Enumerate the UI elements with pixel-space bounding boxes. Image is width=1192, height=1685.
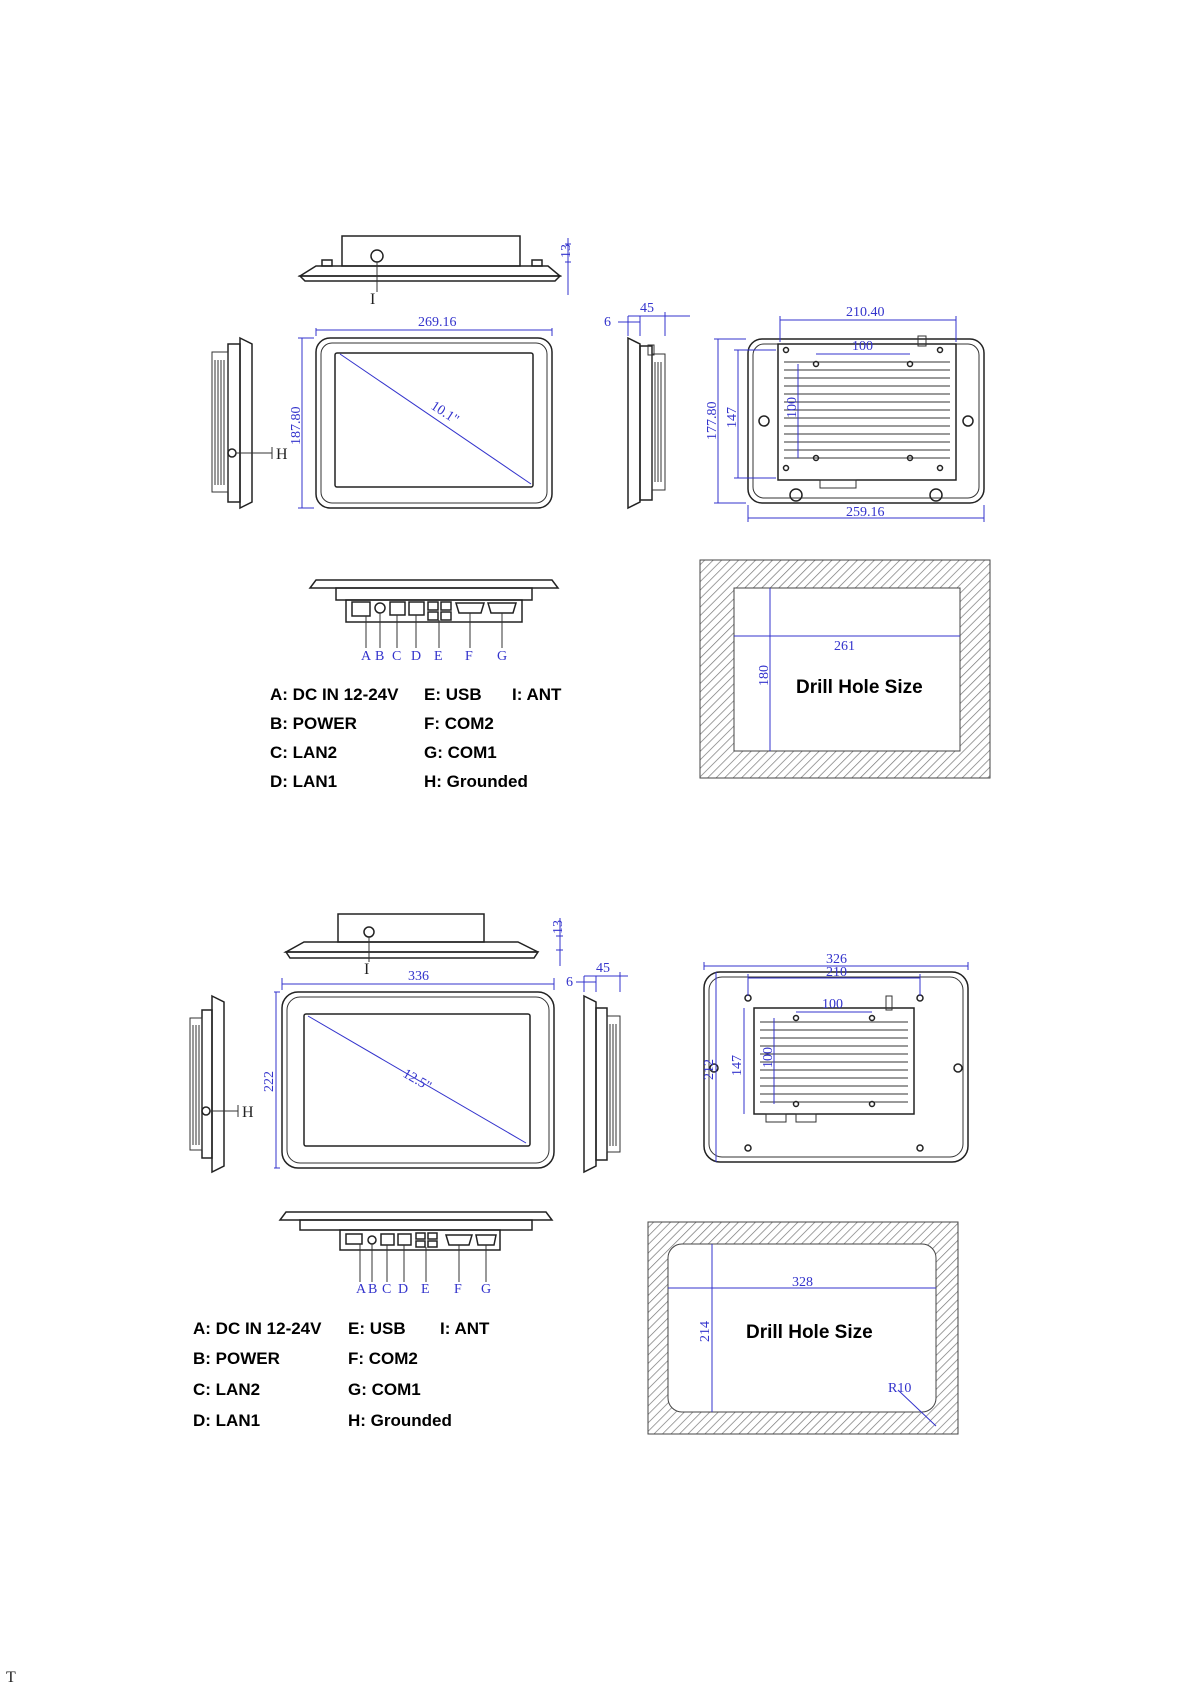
back-mount-dim: 100 — [852, 339, 873, 354]
port-label-d-2: D — [398, 1282, 409, 1297]
port-label-g-2: G — [481, 1282, 492, 1297]
back-mount-v-dim: 100 — [785, 397, 800, 418]
back-mount-v-dim-2: 100 — [761, 1047, 776, 1068]
port-view-12 — [280, 1212, 552, 1297]
back-width-outer-dim-2: 326 — [826, 952, 847, 967]
back-height-outer-dim: 177.80 — [705, 401, 720, 440]
legend-a-2: A: DC IN 12-24V — [193, 1319, 322, 1338]
ground-marker-label-2: H — [242, 1104, 254, 1121]
back-width-top-dim-2: 210 — [826, 965, 847, 980]
legend-d-2: D: LAN1 — [193, 1411, 261, 1430]
drill-height-dim-2: 214 — [698, 1321, 713, 1342]
port-e4-2 — [428, 1241, 437, 1247]
ant-marker-label-2: I — [364, 961, 370, 978]
port-c-2 — [381, 1234, 394, 1245]
back-view-10 — [705, 305, 984, 522]
ground-marker-label: H — [276, 446, 288, 463]
front-height-dim-2: 222 — [262, 1071, 277, 1092]
legend-e: E: USB — [424, 685, 482, 704]
port-c — [390, 602, 405, 615]
port-label-e: E — [434, 649, 443, 664]
right-side-view-12 — [566, 961, 628, 1172]
port-label-f-2: F — [454, 1282, 462, 1297]
drill-hole-label-2: Drill Hole Size — [746, 1322, 873, 1343]
port-label-a: A — [361, 649, 372, 664]
port-view-10 — [310, 580, 558, 664]
legend-h-2: H: Grounded — [348, 1411, 452, 1430]
port-e1 — [428, 602, 438, 610]
port-e4 — [441, 612, 451, 620]
front-view-12 — [262, 969, 554, 1168]
port-label-c-2: C — [382, 1282, 392, 1297]
drill-width-dim: 261 — [834, 639, 855, 654]
drill-height-dim: 180 — [757, 665, 772, 686]
front-diagonal-dim-2: 12.5" — [400, 1066, 434, 1095]
port-b-2 — [368, 1236, 376, 1244]
port-label-c: C — [392, 649, 402, 664]
section-12-5-inch — [190, 914, 968, 1434]
drill-width-dim-2: 328 — [792, 1275, 813, 1290]
legend-c: C: LAN2 — [270, 743, 338, 762]
port-f — [456, 603, 484, 613]
port-f-2 — [446, 1235, 472, 1245]
port-label-e-2: E — [421, 1282, 430, 1297]
top-view-10 — [300, 236, 574, 308]
port-g — [488, 603, 516, 613]
port-label-f: F — [465, 649, 473, 664]
drill-hole-10 — [700, 560, 990, 778]
back-width-top-dim: 210.40 — [846, 305, 885, 320]
side-bezel-dim: 6 — [604, 315, 611, 330]
drill-hole-12 — [648, 1222, 958, 1434]
ant-marker-label: I — [370, 291, 376, 308]
left-side-view-12 — [190, 996, 254, 1172]
port-e2-2 — [416, 1241, 425, 1247]
drill-radius-dim-2: R10 — [888, 1381, 912, 1396]
legend-c-2: C: LAN2 — [193, 1380, 261, 1399]
back-height-outer-dim-2: 212 — [702, 1059, 717, 1080]
top-depth-dim-2: 13 — [551, 920, 566, 934]
port-b — [375, 603, 385, 613]
legend-i: I: ANT — [512, 685, 562, 704]
port-label-b-2: B — [368, 1282, 378, 1297]
front-height-dim: 187.80 — [289, 406, 304, 445]
legend-10 — [270, 685, 562, 791]
port-label-d: D — [411, 649, 422, 664]
legend-b: B: POWER — [270, 714, 357, 733]
drill-hole-label: Drill Hole Size — [796, 677, 923, 698]
side-depth-dim-2: 45 — [596, 961, 610, 976]
legend-d: D: LAN1 — [270, 772, 338, 791]
back-mount-dim-2: 100 — [822, 997, 843, 1012]
legend-b-2: B: POWER — [193, 1349, 280, 1368]
top-depth-dim: 13 — [559, 244, 574, 258]
back-view-12 — [702, 952, 968, 1162]
port-label-g: G — [497, 649, 508, 664]
legend-i-2: I: ANT — [440, 1319, 490, 1338]
legend-h: H: Grounded — [424, 772, 528, 791]
right-side-view-10 — [604, 301, 690, 508]
legend-g-2: G: COM1 — [348, 1380, 421, 1399]
port-a-2 — [346, 1234, 362, 1244]
port-e1-2 — [416, 1233, 425, 1239]
port-e3 — [441, 602, 451, 610]
back-height-inner-dim: 147 — [725, 407, 740, 428]
port-d — [409, 602, 424, 615]
back-height-inner-dim-2: 147 — [730, 1055, 745, 1076]
left-side-view-10 — [212, 338, 288, 508]
legend-g: G: COM1 — [424, 743, 497, 762]
port-label-b: B — [375, 649, 385, 664]
front-view-10 — [289, 315, 552, 508]
port-label-a-2: A — [356, 1282, 367, 1297]
section-10-1-inch — [212, 236, 990, 791]
front-diagonal-dim: 10.1" — [427, 398, 462, 428]
back-width-bottom-dim: 259.16 — [846, 505, 885, 520]
port-e2 — [428, 612, 438, 620]
port-a — [352, 602, 370, 616]
legend-12 — [193, 1319, 490, 1430]
footer-mark: T — [6, 1669, 16, 1685]
side-depth-dim: 45 — [640, 301, 654, 316]
legend-a: A: DC IN 12-24V — [270, 685, 399, 704]
legend-f-2: F: COM2 — [348, 1349, 418, 1368]
front-width-dim: 269.16 — [418, 315, 457, 330]
port-g-2 — [476, 1235, 496, 1245]
legend-f: F: COM2 — [424, 714, 494, 733]
front-width-dim-2: 336 — [408, 969, 429, 984]
port-d-2 — [398, 1234, 411, 1245]
side-bezel-dim-2: 6 — [566, 975, 573, 990]
port-e3-2 — [428, 1233, 437, 1239]
legend-e-2: E: USB — [348, 1319, 406, 1338]
